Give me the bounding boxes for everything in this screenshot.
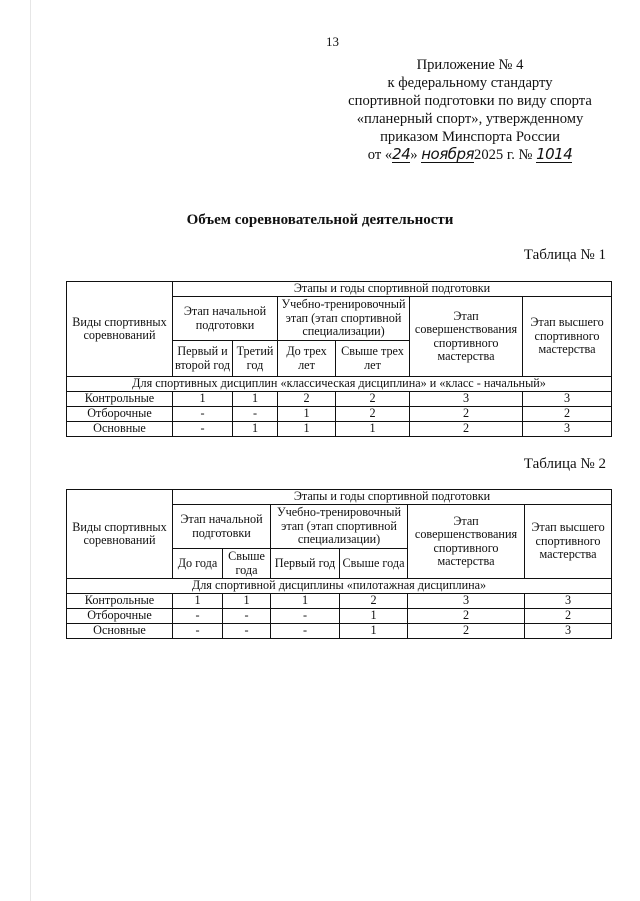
- cell: 1: [278, 407, 336, 422]
- row-label: Основные: [67, 422, 173, 437]
- appendix-line: спортивной подготовки по виду спорта: [348, 93, 592, 109]
- cell: -: [223, 624, 271, 639]
- date-prefix: от «: [367, 147, 393, 163]
- cell: 2: [336, 392, 410, 407]
- header-competition-kinds: Виды спортивных соревнований: [67, 282, 173, 377]
- header-stage-higher: Этап высшего спортивного мастерства: [525, 505, 612, 579]
- table2: [66, 489, 612, 639]
- cell: -: [173, 609, 223, 624]
- cell: 3: [525, 624, 612, 639]
- cell: 2: [408, 609, 525, 624]
- section-row: Для спортивных дисциплин «классическая дисциплина» и «класс - начальный»: [67, 377, 612, 392]
- cell: 1: [340, 624, 408, 639]
- cell: 1: [271, 594, 340, 609]
- row-label: Контрольные: [67, 392, 173, 407]
- section-row: Для спортивной дисциплины «пилотажная дисциплина»: [67, 579, 612, 594]
- cell: 1: [278, 422, 336, 437]
- handwritten-month: ноября: [421, 145, 475, 163]
- subheader-cell: Первый год: [271, 549, 340, 579]
- page-number: 13: [326, 34, 339, 49]
- cell: 3: [523, 422, 612, 437]
- table2-label: Таблица № 2: [523, 456, 606, 472]
- table-row: [67, 392, 612, 407]
- appendix-line: Приложение № 4: [416, 57, 524, 73]
- header-stage-initial: Этап начальной подготовки: [173, 505, 271, 549]
- order-date-line: [320, 146, 620, 164]
- cell: -: [233, 407, 278, 422]
- cell: 2: [340, 594, 408, 609]
- cell: 2: [410, 422, 523, 437]
- row-label: Отборочные: [67, 407, 173, 422]
- cell: 2: [278, 392, 336, 407]
- subheader-cell: Свыше года: [223, 549, 271, 579]
- subheader-cell: Третий год: [233, 341, 278, 377]
- subheader-cell: До трех лет: [278, 341, 336, 377]
- table-row: [67, 609, 612, 624]
- cell: 3: [525, 594, 612, 609]
- header-stage-higher: Этап высшего спортивного мастерства: [523, 297, 612, 377]
- cell: 1: [336, 422, 410, 437]
- appendix-line: к федеральному стандарту: [387, 75, 553, 91]
- table-row: [67, 407, 612, 422]
- appendix-line: «планерный спорт», утвержденному: [356, 111, 584, 127]
- header-stages: Этапы и годы спортивной подготовки: [173, 282, 612, 297]
- subheader-cell: Свыше трех лет: [336, 341, 410, 377]
- cell: 2: [523, 407, 612, 422]
- document-title: Объем соревновательной деятельности: [186, 212, 454, 228]
- cell: 3: [523, 392, 612, 407]
- handwritten-order-number: 1014: [536, 145, 573, 163]
- header-competition-kinds: Виды спортивных соревнований: [67, 490, 173, 579]
- cell: 3: [408, 594, 525, 609]
- header-stage-improvement: Этап совершенствования спортивного мастерства: [408, 505, 525, 579]
- scan-edge-line: [30, 0, 31, 901]
- handwritten-day: 24: [392, 145, 411, 163]
- table-row: [67, 422, 612, 437]
- table-row: [67, 624, 612, 639]
- cell: 1: [223, 594, 271, 609]
- header-stage-training: Учебно-тренировочный этап (этап спортивной специализации): [271, 505, 408, 549]
- table-row: [67, 594, 612, 609]
- date-mid: »: [410, 147, 418, 163]
- header-stage-initial: Этап начальной подготовки: [173, 297, 278, 341]
- table1-label: Таблица № 1: [523, 247, 606, 263]
- subheader-cell: Первый и второй год: [173, 341, 233, 377]
- cell: 1: [173, 594, 223, 609]
- cell: 2: [410, 407, 523, 422]
- subheader-cell: Свыше года: [340, 549, 408, 579]
- row-label: Основные: [67, 624, 173, 639]
- header-stage-training: Учебно-тренировочный этап (этап спортивной специализации): [278, 297, 410, 341]
- row-label: Контрольные: [67, 594, 173, 609]
- header-stage-improvement: Этап совершенствования спортивного мастерства: [410, 297, 523, 377]
- cell: 1: [233, 392, 278, 407]
- cell: 1: [173, 392, 233, 407]
- row-label: Отборочные: [67, 609, 173, 624]
- cell: -: [223, 609, 271, 624]
- cell: 2: [336, 407, 410, 422]
- cell: -: [173, 624, 223, 639]
- cell: -: [173, 407, 233, 422]
- subheader-cell: До года: [173, 549, 223, 579]
- cell: 2: [408, 624, 525, 639]
- cell: -: [271, 624, 340, 639]
- cell: -: [173, 422, 233, 437]
- table1: [66, 281, 612, 437]
- cell: 3: [410, 392, 523, 407]
- appendix-line: приказом Минспорта России: [380, 129, 560, 145]
- year-text: 2025 г. №: [474, 147, 533, 163]
- appendix-block: [320, 56, 620, 164]
- cell: 2: [525, 609, 612, 624]
- header-stages: Этапы и годы спортивной подготовки: [173, 490, 612, 505]
- cell: -: [271, 609, 340, 624]
- cell: 1: [340, 609, 408, 624]
- cell: 1: [233, 422, 278, 437]
